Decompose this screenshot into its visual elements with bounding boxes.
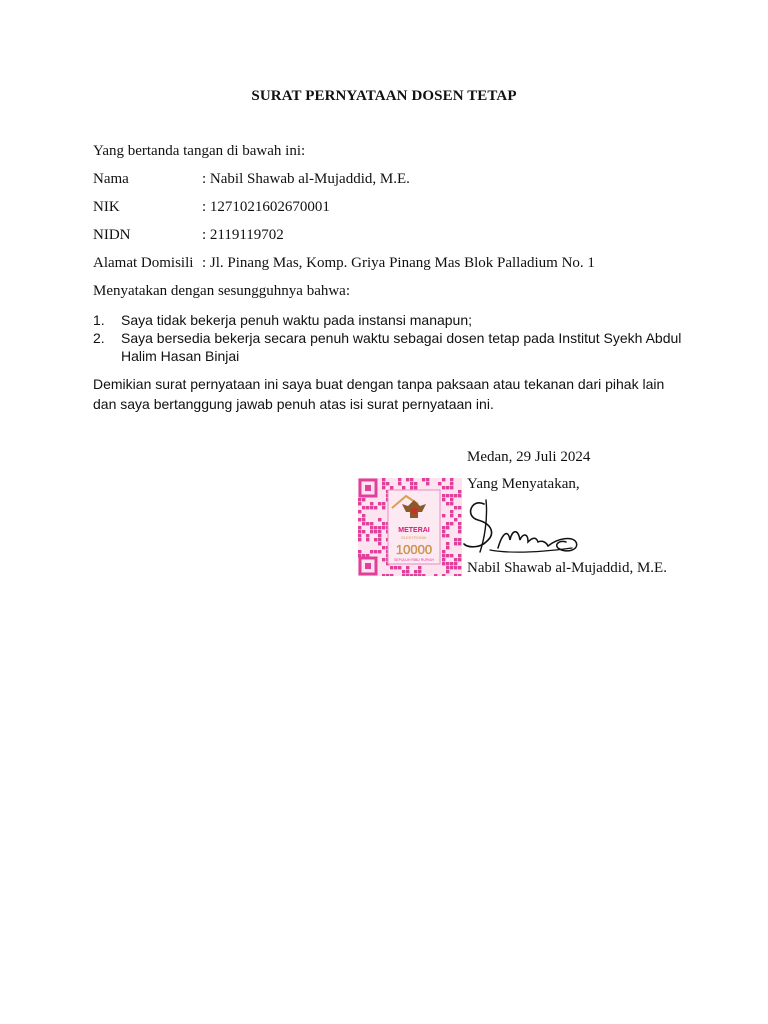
field-row-nik xyxy=(93,199,330,216)
field-label: Nama xyxy=(93,171,129,187)
list-text: Saya tidak bekerja penuh waktu pada instansi manapun; xyxy=(121,312,473,328)
field-row-nama xyxy=(93,171,410,188)
list-item xyxy=(93,329,683,365)
stamp-label: METERAI xyxy=(398,527,430,534)
field-label: NIK xyxy=(93,199,120,215)
statement-intro: Menyatakan dengan sesungguhnya bahwa: xyxy=(93,283,351,299)
e-meterai-stamp-icon xyxy=(358,478,462,576)
list-text: Saya bersedia bekerja secara penuh waktu sebagai dosen tetap pada Institut Syekh Abdul Halim Hasan Binjai xyxy=(121,330,682,364)
statement-list xyxy=(93,311,683,365)
field-value: : 1271021602670001 xyxy=(202,199,330,215)
intro-text: Yang bertanda tangan di bawah ini: xyxy=(93,143,306,159)
stamp-sublabel: ELEKTRONIK xyxy=(401,535,427,540)
field-label: Alamat Domisili xyxy=(93,255,194,271)
closing-paragraph: Demikian surat pernyataan ini saya buat dengan tanpa paksaan atau tekanan dari pihak lain dan saya bertanggung jawab penuh atas isi surat pernyataan ini. xyxy=(93,376,665,412)
field-value: : Jl. Pinang Mas, Komp. Griya Pinang Mas Blok Palladium No. 1 xyxy=(202,255,595,271)
field-value: : Nabil Shawab al-Mujaddid, M.E. xyxy=(202,171,410,187)
stamp-value: 10000 xyxy=(395,542,433,557)
field-label: NIDN xyxy=(93,227,131,243)
handwritten-signature-icon xyxy=(462,490,587,560)
document-title: SURAT PERNYATAAN DOSEN TETAP xyxy=(251,88,517,104)
place-date: Medan, 29 Juli 2024 xyxy=(467,449,591,465)
field-value: : 2119119702 xyxy=(202,227,284,243)
field-row-alamat xyxy=(93,255,595,272)
list-number: 1. xyxy=(93,312,105,328)
declarant-label: Yang Menyatakan, xyxy=(467,476,580,492)
list-number: 2. xyxy=(93,330,105,346)
field-row-nidn xyxy=(93,227,284,244)
list-item xyxy=(93,311,683,329)
signatory-name: Nabil Shawab al-Mujaddid, M.E. xyxy=(467,560,667,576)
stamp-footer: SEPULUH RIBU RUPIAH xyxy=(393,558,435,562)
